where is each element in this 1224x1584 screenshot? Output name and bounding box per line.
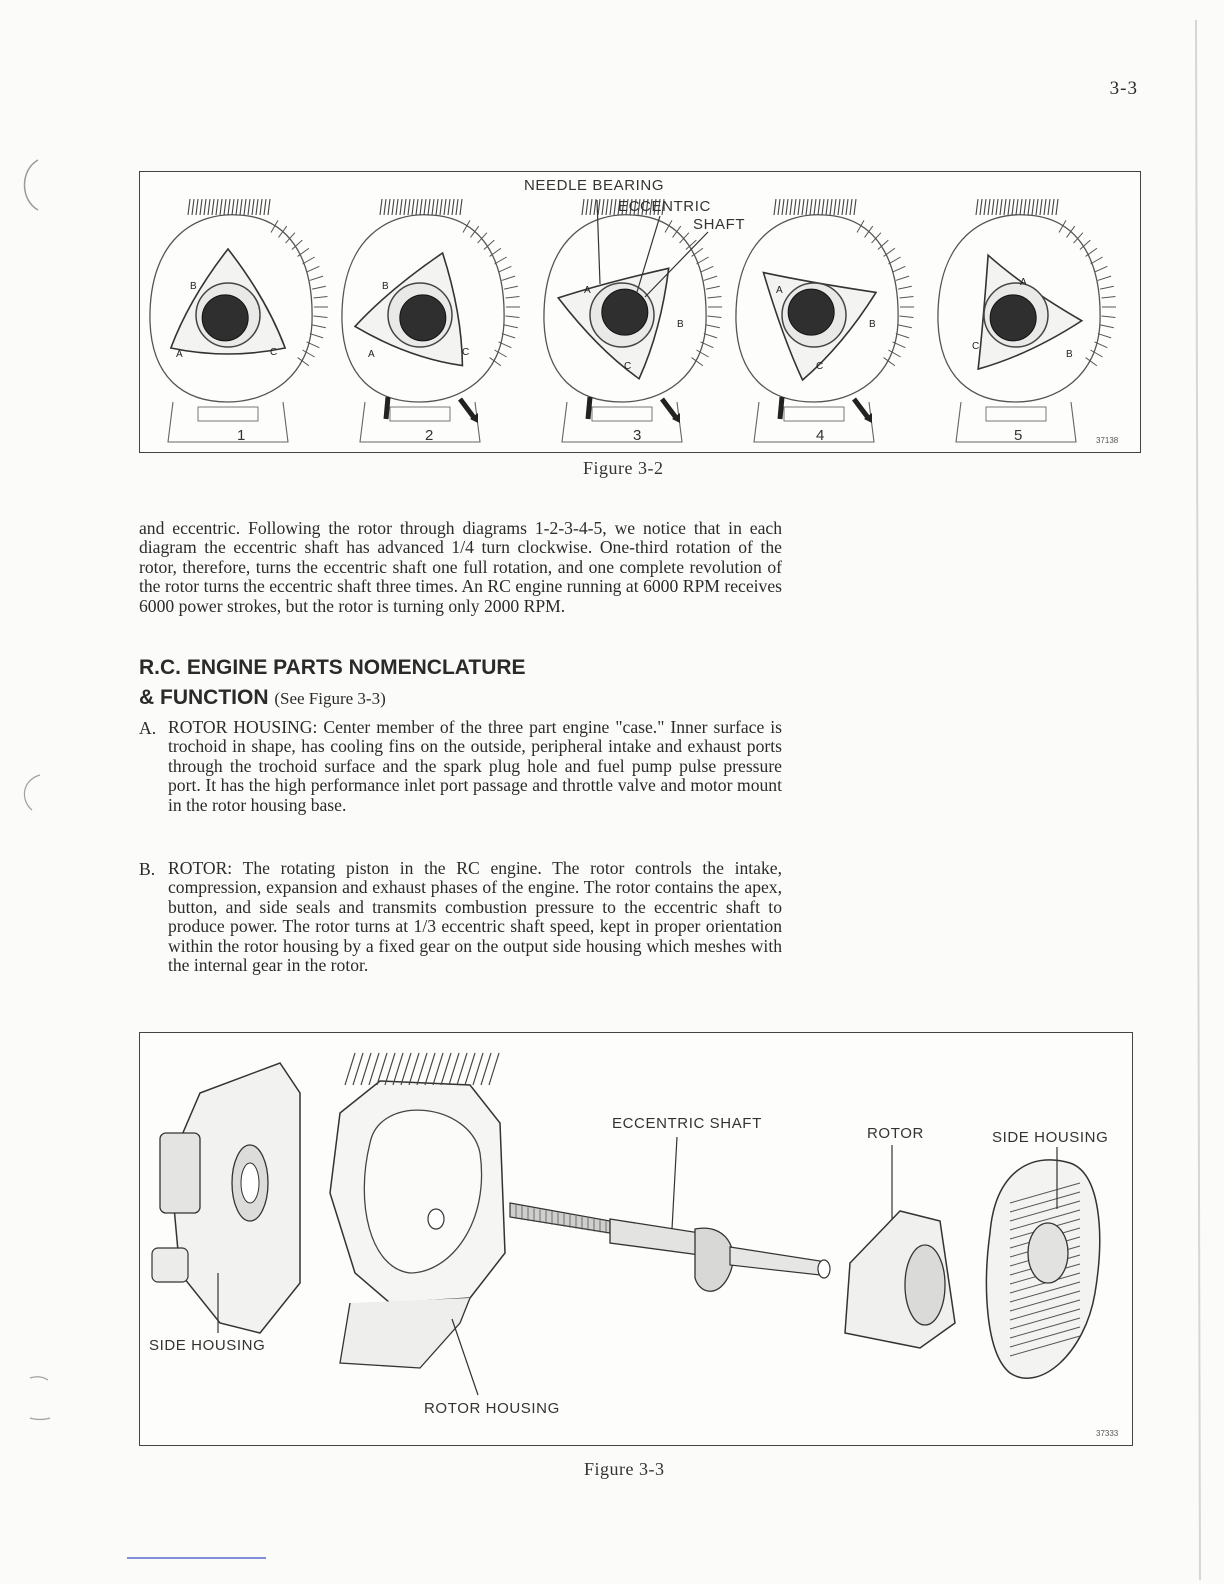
rotor-apex-label: C <box>270 347 278 358</box>
rotor-apex-label: A <box>584 285 591 296</box>
rotor-apex-label: C <box>972 341 980 352</box>
section-heading-line-2: & FUNCTION <box>139 686 269 709</box>
side-housing-left-callout: SIDE HOUSING <box>149 1337 266 1354</box>
eccentric-callout: ECCENTRIC <box>618 198 711 215</box>
diagram-number-1: 1 <box>237 427 246 444</box>
list-item-letter: B. <box>139 859 156 879</box>
rotor-apex-label: A <box>176 349 183 360</box>
rotor-apex-label: B <box>869 319 876 330</box>
diagram-number-5: 5 <box>1014 427 1023 444</box>
rotor-apex-label: B <box>190 281 197 292</box>
list-item-letter: A. <box>139 718 157 738</box>
diagram-number-3: 3 <box>633 427 642 444</box>
section-heading-line-1: R.C. ENGINE PARTS NOMENCLATURE <box>139 656 526 679</box>
figure-code: 37138 <box>1096 436 1119 445</box>
page-number: 3-3 <box>1109 78 1138 99</box>
needle-bearing-callout: NEEDLE BEARING <box>524 177 665 194</box>
rotor-apex-label: C <box>462 347 470 358</box>
figure-3-3-caption: Figure 3-3 <box>584 1459 665 1479</box>
rotor-apex-label: A <box>1020 277 1027 288</box>
rotor-housing-callout: ROTOR HOUSING <box>424 1400 560 1417</box>
rotor-apex-label: B <box>382 281 389 292</box>
rotor-apex-label: B <box>677 319 684 330</box>
diagram-number-4: 4 <box>816 427 825 444</box>
figure-code: 37333 <box>1096 1429 1119 1438</box>
list-item-text: ROTOR HOUSING: Center member of the three part engine "case." Inner surface is trochoid in shape, has cooling fins on the outside, peripheral intake and exhaust ports through the trochoid surface and the spark plug hole and fuel pump pulse pressure port. It has the high performance inlet port passage and throttle valve and motor mount in the rotor housing base. <box>168 717 782 815</box>
side-housing-right-callout: SIDE HOUSING <box>992 1129 1109 1146</box>
figure-3-2-caption: Figure 3-2 <box>583 458 664 478</box>
body-paragraph: and eccentric. Following the rotor through diagrams 1-2-3-4-5, we notice that in each diagram the eccentric shaft has advanced 1/4 turn clockwise. One-third rotation of the rotor, therefore, turns the eccentric shaft one full rotation, and one complete revolution of the rotor turns the eccentric shaft three times. An RC engine running at 6000 RPM receives 6000 power strokes, but the rotor is turning only 2000 RPM. <box>139 518 782 616</box>
see-figure-reference: (See Figure 3-3) <box>274 689 386 708</box>
rotor-apex-label: A <box>776 285 783 296</box>
diagram-number-2: 2 <box>425 427 434 444</box>
eccentric-shaft-callout: ECCENTRIC SHAFT <box>612 1115 762 1132</box>
rotor-apex-label: C <box>816 361 824 372</box>
list-item-text: ROTOR: The rotating piston in the RC engine. The rotor controls the intake, compression, expansion and exhaust phases of the engine. The rotor contains the apex, button, and side seals and transmits combustion pressure to the eccentric shaft to produce power. The rotor turns at 1/3 eccentric shaft speed, kept in proper orientation within the rotor housing by a fixed gear on the output side housing which meshes with the internal gear in the rotor. <box>168 858 782 976</box>
rotor-apex-label: B <box>1066 349 1073 360</box>
rotor-apex-label: A <box>368 349 375 360</box>
rotor-apex-label: C <box>624 361 632 372</box>
shaft-callout: SHAFT <box>693 216 746 233</box>
rotor-callout: ROTOR <box>867 1125 924 1142</box>
